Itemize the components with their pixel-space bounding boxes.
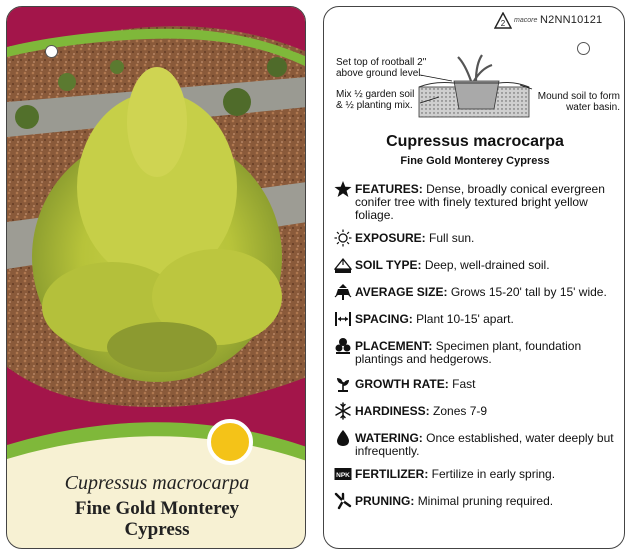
attr-key: PLACEMENT: xyxy=(355,339,433,353)
attr-key: EXPOSURE: xyxy=(355,231,426,245)
attr-value: Grows 15-20' tall by 15' wide. xyxy=(450,285,607,299)
star-icon xyxy=(334,180,352,198)
attr-value: Full sun. xyxy=(429,231,475,245)
npk-icon xyxy=(334,465,352,483)
attr-soil-type xyxy=(334,259,619,274)
soil-icon xyxy=(334,256,352,274)
growth-icon xyxy=(334,375,352,393)
common-name-line2: Cypress xyxy=(124,519,190,540)
attr-value: Fertilize in early spring. xyxy=(431,467,556,481)
attr-key: FERTILIZER: xyxy=(355,467,429,481)
attr-value: Once established, water deeply but infrequently. xyxy=(355,431,614,458)
attr-key: FEATURES: xyxy=(355,182,423,196)
attr-spacing xyxy=(334,313,619,328)
attr-hardiness xyxy=(334,405,619,420)
attr-value: Specimen plant, foundation plantings and hedgerows. xyxy=(355,339,582,366)
diagram-label-mix xyxy=(336,89,414,111)
diagram-label-rootball-line2: above ground level. xyxy=(336,68,424,79)
attr-features xyxy=(334,183,619,222)
plant-photo xyxy=(7,7,306,462)
pruner-icon xyxy=(334,492,352,510)
snowflake-icon xyxy=(334,402,352,420)
plant-subtitle: Fine Gold Monterey Cypress xyxy=(400,155,550,167)
svg-text:NPK: NPK xyxy=(336,472,350,479)
attr-key: SPACING: xyxy=(355,312,413,326)
plant-title: Cupressus macrocarpa xyxy=(386,133,564,150)
botanical-name: Cupressus macrocarpa xyxy=(64,472,250,494)
attr-value: Zones 7-9 xyxy=(433,404,488,418)
attr-average-size xyxy=(334,286,619,301)
attr-growth-rate xyxy=(334,378,619,393)
attr-value: Plant 10-15' apart. xyxy=(416,312,514,326)
attribute-list xyxy=(334,183,619,510)
placement-icon xyxy=(334,337,352,355)
svg-text:2: 2 xyxy=(500,19,506,28)
recycle-icon xyxy=(494,12,512,30)
diagram-label-rootball-line1: Set top of rootball 2" xyxy=(336,57,427,68)
diagram-label-rootball xyxy=(336,57,426,79)
diagram-label-mix-line2: & ½ planting mix. xyxy=(336,100,413,111)
sun-icon xyxy=(334,229,352,247)
water-drop-icon xyxy=(334,429,352,447)
full-sun-icon xyxy=(207,419,253,465)
attr-value: Deep, well-drained soil. xyxy=(424,258,550,272)
spacing-icon xyxy=(334,310,352,328)
hang-hole xyxy=(45,45,58,58)
diagram-label-mound-line1: Mound soil to form xyxy=(537,91,620,102)
attr-fertilizer xyxy=(334,468,619,483)
attr-key: SOIL TYPE: xyxy=(355,258,422,272)
attr-placement xyxy=(334,340,619,366)
tag-frame-decoration xyxy=(7,7,306,462)
attr-exposure xyxy=(334,232,619,247)
attr-value: Fast xyxy=(452,377,476,391)
diagram-label-mound-line2: water basin. xyxy=(566,102,620,113)
attr-pruning xyxy=(334,495,619,510)
diagram-label-mound xyxy=(530,91,620,113)
common-name xyxy=(7,498,306,540)
back-tag xyxy=(323,6,625,549)
attr-value: Minimal pruning required. xyxy=(417,494,554,508)
size-icon xyxy=(334,283,352,301)
attr-key: GROWTH RATE: xyxy=(355,377,449,391)
attr-key: PRUNING: xyxy=(355,494,415,508)
front-tag xyxy=(6,6,306,549)
brand-label: macore xyxy=(514,17,538,24)
planting-diagram xyxy=(324,47,625,127)
attr-key: AVERAGE SIZE: xyxy=(355,285,448,299)
attr-watering xyxy=(334,432,619,458)
attr-key: HARDINESS: xyxy=(355,404,430,418)
attr-value: Dense, broadly conical evergreen conifer tree with finely textured bright yellow foliage. xyxy=(355,182,605,222)
diagram-label-mix-line1: Mix ½ garden soil xyxy=(336,89,415,100)
attr-key: WATERING: xyxy=(355,431,423,445)
common-name-line1: Fine Gold Monterey xyxy=(74,498,240,519)
product-code: N2NN10121 xyxy=(540,14,603,26)
